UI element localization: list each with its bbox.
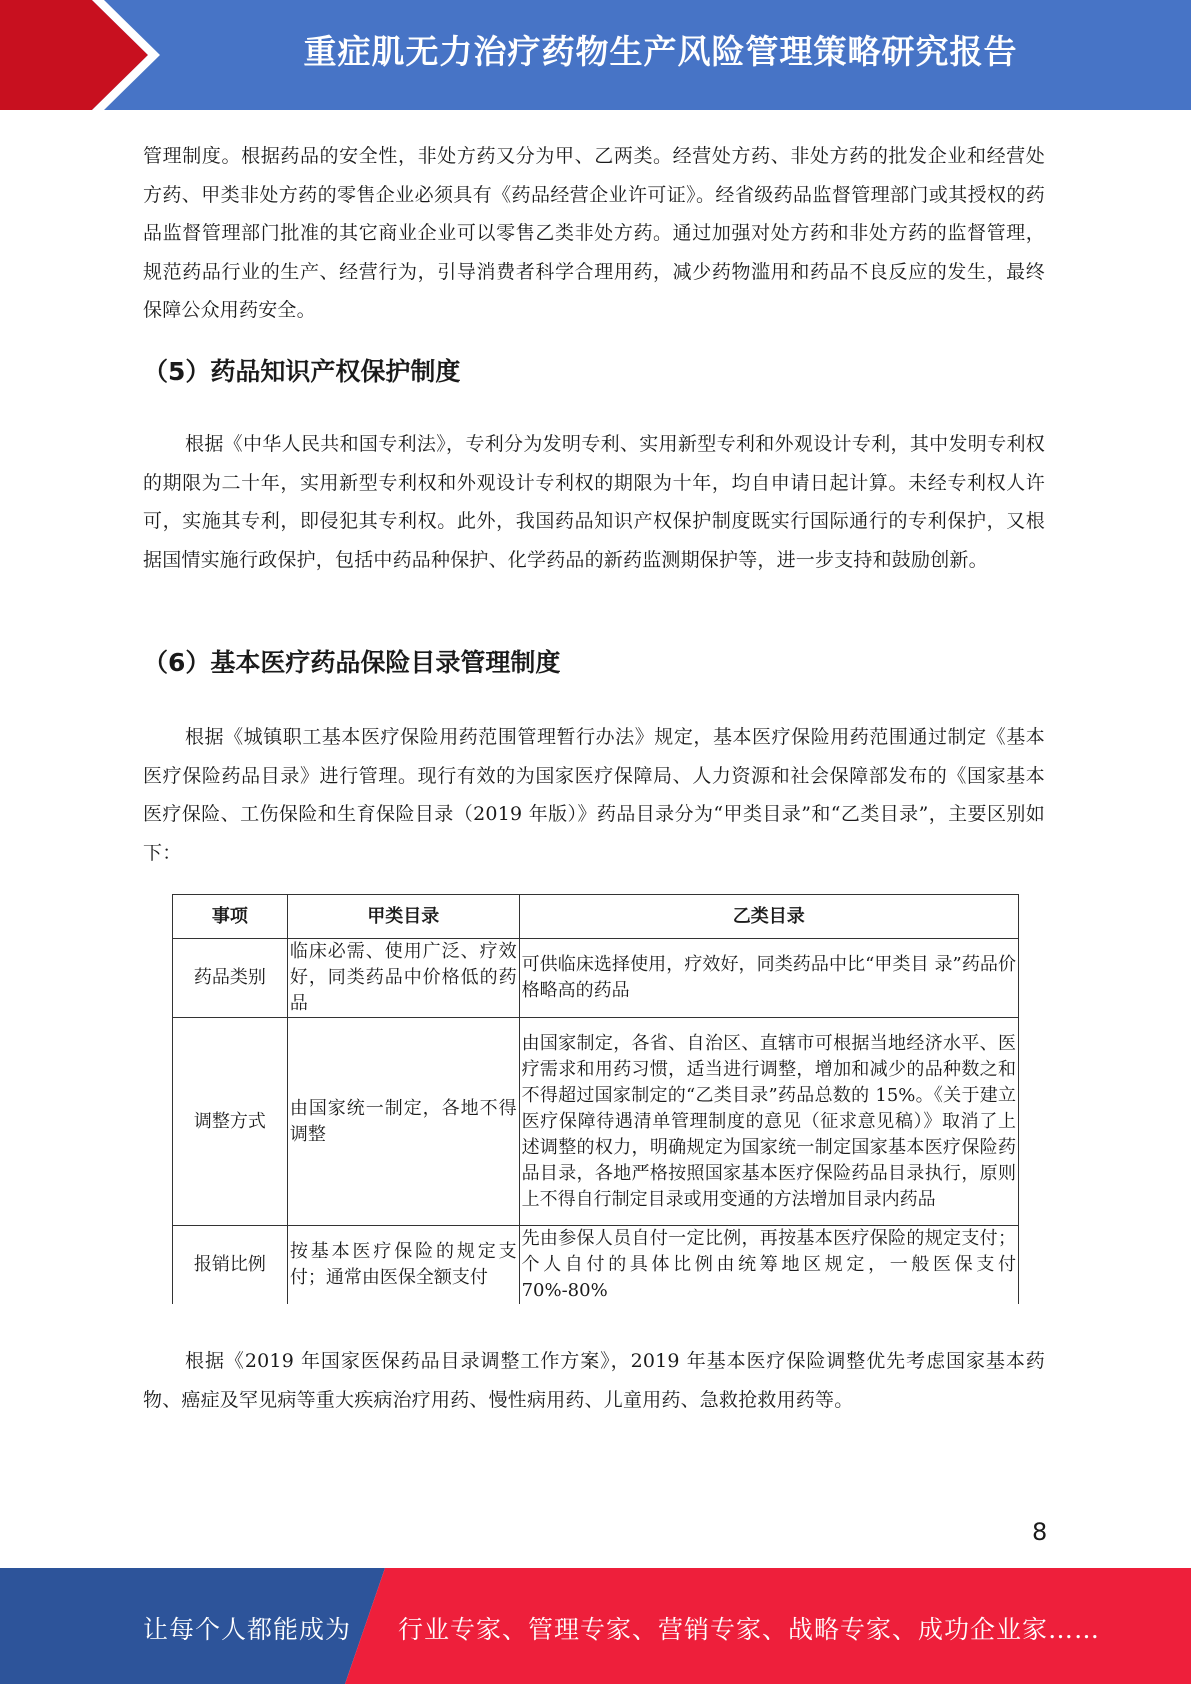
table-cell: 按基本医疗保险的规定支付；通常由医保全额支付 (287, 1226, 519, 1305)
table-row (173, 939, 1019, 1018)
table-cell: 可供临床选择使用，疗效好，同类药品中比“甲类目 录”药品价格略高的药品 (519, 939, 1018, 1018)
body-section-1 (143, 137, 1045, 330)
table-cell: 调整方式 (173, 1018, 288, 1226)
report-title: 重症肌无力治疗药物生产风险管理策略研究报告 (303, 32, 1018, 71)
body-section-4 (143, 1342, 1045, 1419)
table-header-item: 事项 (173, 895, 288, 939)
paragraph-prescription-management: 管理制度。根据药品的安全性，非处方药又分为甲、乙两类。经营处方药、非处方药的批发企业和经营处方药、甲类非处方药的零售企业必须具有《药品经营企业许可证》。经省级药品监督管理部门或其授权的药品监督管理部门批准的其它商业企业可以零售乙类非处方药。通过加强对处方药和非处方药的监督管理，规范药品行业的生产、经营行为，引导消费者科学合理用药，减少药物滥用和药品不良反应的发生，最终保障公众用药安全。 (143, 145, 1045, 321)
page-header (0, 0, 1191, 110)
catalog-comparison-table (172, 894, 1019, 1304)
table-cell: 由国家统一制定，各地不得调整 (287, 1018, 519, 1226)
section-heading-insurance-catalog: （6）基本医疗药品保险目录管理制度 (143, 648, 561, 677)
table-cell: 药品类别 (173, 939, 288, 1018)
table-cell: 临床必需、使用广泛、疗效好，同类药品中价格低的药品 (287, 939, 519, 1018)
page-number: 8 (1032, 1518, 1048, 1546)
table-cell: 报销比例 (173, 1226, 288, 1305)
footer-slogan-right: 行业专家、管理专家、营销专家、战略专家、成功企业家…… (398, 1615, 1101, 1644)
table-row (173, 1226, 1019, 1305)
table-cell: 由国家制定，各省、自治区、直辖市可根据当地经济水平、医疗需求和用药习惯，适当进行调整，增加和减少的品种数之和不得超过国家制定的“乙类目录”药品总数的 15%。《关于建立医疗保障待遇清单管理制度的意见（征求意见稿）》取消了上述调整的权力，明确规定为国家统一制定国家基本医疗保险药品目录，各地严格按照国家基本医疗保险药品目录执行，原则上不得自行制定目录或用变通的方法增加目录内药品 (519, 1018, 1018, 1226)
table-header-row (173, 895, 1019, 939)
section-heading-ip-protection: （5）药品知识产权保护制度 (143, 357, 461, 386)
table-header-class-a: 甲类目录 (287, 895, 519, 939)
table-cell: 先由参保人员自付一定比例，再按基本医疗保险的规定支付；个人自付的具体比例由统筹地区规定，一般医保支付 70%-80% (519, 1226, 1018, 1305)
table-header-class-b: 乙类目录 (519, 895, 1018, 939)
page-footer (0, 1568, 1191, 1684)
table-row (173, 1018, 1019, 1226)
body-section-2 (143, 425, 1045, 579)
footer-slogan-left: 让每个人都能成为 (143, 1615, 352, 1644)
body-section-3 (143, 718, 1045, 872)
paragraph-2019-adjustment: 根据《2019 年国家医保药品目录调整工作方案》，2019 年基本医疗保险调整优先考虑国家基本药物、癌症及罕见病等重大疾病治疗用药、慢性病用药、儿童用药、急救抢救用药等。 (143, 1350, 1045, 1411)
paragraph-patent-law: 根据《中华人民共和国专利法》，专利分为发明专利、实用新型专利和外观设计专利，其中发明专利权的期限为二十年，实用新型专利权和外观设计专利权的期限为十年，均自申请日起计算。未经专利权人许可，实施其专利，即侵犯其专利权。此外，我国药品知识产权保护制度既实行国际通行的专利保护，又根据国情实施行政保护，包括中药品种保护、化学药品的新药监测期保护等，进一步支持和鼓励创新。 (143, 433, 1045, 571)
paragraph-insurance-catalog: 根据《城镇职工基本医疗保险用药范围管理暂行办法》规定，基本医疗保险用药范围通过制定《基本医疗保险药品目录》进行管理。现行有效的为国家医疗保障局、人力资源和社会保障部发布的《国家基本医疗保险、工伤保险和生育保险目录（2019 年版）》药品目录分为“甲类目录”和“乙类目录”，主要区别如下： (143, 726, 1045, 864)
